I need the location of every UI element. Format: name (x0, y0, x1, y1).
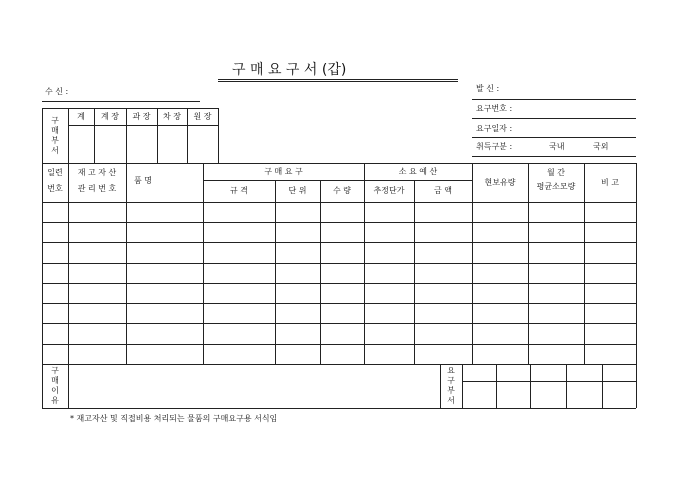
title-underline-2 (218, 81, 458, 82)
sender-label: 발 신 : (476, 84, 500, 93)
header-seq-1: 일련 (47, 168, 63, 177)
col-line-amount (472, 163, 473, 364)
table-right-line (636, 163, 637, 408)
header-monthly-1: 월 간 (547, 168, 565, 177)
col-line-monthly (584, 163, 585, 364)
header-unit: 단 위 (288, 186, 307, 195)
header-purchase-req: 구 매 요 구 (264, 167, 303, 176)
footer-grid-v4 (602, 364, 603, 408)
request-date-line (472, 137, 636, 138)
table-left-line (42, 163, 43, 408)
request-no-label: 요구번호 : (476, 104, 513, 113)
acquisition-line (472, 156, 636, 157)
header-item-name (134, 176, 152, 186)
dept-right-line (218, 108, 219, 163)
footer-grid-v3 (566, 364, 567, 408)
footer-grid-v1 (496, 364, 497, 408)
col-line-asset (126, 163, 127, 364)
row-line-4 (42, 283, 636, 284)
reason-vertical-label: 구매이유 (51, 366, 59, 405)
acquisition-label: 취득구분 : (476, 142, 513, 151)
acquisition-domestic: 국내 (549, 142, 565, 151)
header-item-name-text: 품 명 (134, 176, 152, 185)
row-line-3 (42, 263, 636, 264)
footer-reason-divider (68, 364, 69, 408)
table-header-bottom-line (42, 202, 636, 203)
row-line-7 (42, 344, 636, 345)
dept-col-gwajang: 과 장 (132, 112, 151, 121)
header-stock: 현보유량 (484, 178, 516, 187)
header-seq-2: 번호 (47, 184, 63, 193)
title-underline (218, 79, 458, 80)
dept-col-gye: 계 (77, 112, 85, 121)
row-line-6 (42, 323, 636, 324)
footer-grid-v2 (530, 364, 531, 408)
row-line-8 (42, 364, 636, 365)
request-date-label: 요구일자 : (476, 124, 513, 133)
footer-req-dept-left (440, 364, 441, 408)
header-qty: 수 량 (333, 186, 351, 195)
table-top-line (42, 163, 636, 164)
header-spec: 규 격 (230, 186, 248, 195)
footer-grid-mid-line (462, 381, 636, 382)
table-bottom-line (42, 408, 636, 409)
dept-left-line (42, 108, 43, 163)
form-title: 구 매 요 구 서 (갑) (232, 62, 347, 78)
dept-vertical-label: 구매부서 (51, 116, 59, 155)
dept-mid-line (68, 125, 218, 126)
col-line-price (414, 180, 415, 364)
sender-line (472, 99, 636, 100)
header-asset-2: 관 리 번 호 (77, 184, 117, 193)
acquisition-foreign: 국외 (593, 142, 609, 151)
request-no-line (472, 118, 636, 119)
row-line-5 (42, 303, 636, 304)
footer-req-dept-right (462, 364, 463, 408)
col-line-unit (320, 180, 321, 364)
dept-col-wonjang: 원 장 (193, 112, 212, 121)
table-header-mid-line (203, 180, 472, 181)
recipient-label: 수 신 : (45, 87, 69, 96)
col-line-spec (275, 180, 276, 364)
header-monthly-2: 평균소모량 (536, 182, 576, 191)
header-budget: 소 요 예 산 (398, 167, 438, 176)
header-est-price: 추정단가 (373, 186, 405, 195)
dept-col-gyejang: 계 장 (101, 112, 119, 121)
recipient-line (42, 101, 200, 102)
form-note: * 재고자산 및 직접비용 처리되는 물품의 구매요구용 서식임 (70, 414, 278, 423)
dept-col-chajang: 차 장 (163, 112, 181, 121)
col-line-stock (528, 163, 529, 364)
row-line-2 (42, 242, 636, 243)
header-amount: 금 액 (434, 186, 452, 195)
row-line-1 (42, 222, 636, 223)
req-dept-vertical-label: 요구부서 (447, 366, 455, 405)
header-asset-1: 재 고 자 산 (77, 168, 117, 177)
header-remarks: 비 고 (601, 178, 619, 187)
